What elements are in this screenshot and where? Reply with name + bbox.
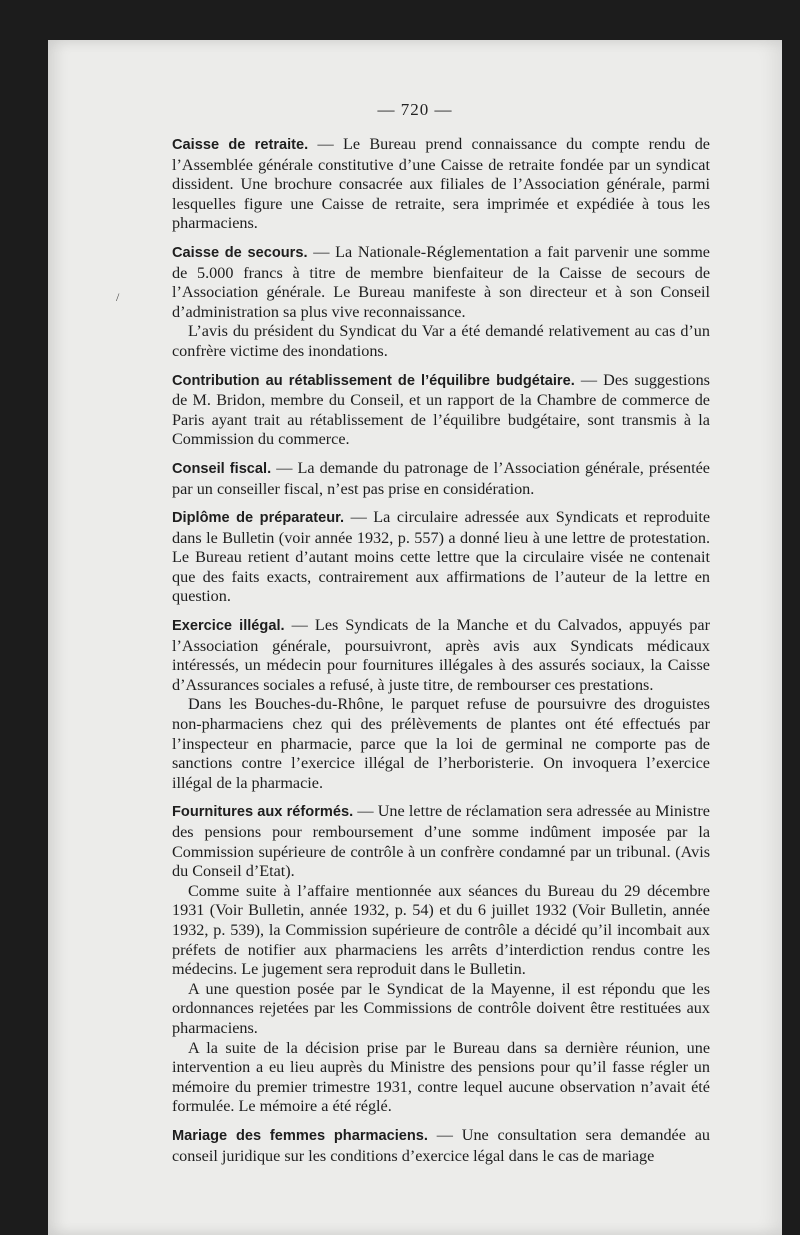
section-heading: Exercice illégal. (172, 618, 292, 635)
section-fournitures-reformes (172, 802, 710, 881)
section-heading: Conseil fiscal. (172, 460, 277, 477)
paragraph: — Les Syndicats de la Manche et du Calvados, appuyés par l’Association générale, poursuivront, après avis aux Syndicats médicaux intéressés, un médecin pour fournitures illégales à des assurés sociaux, la Caisse d’Assurances sociales a refusé, à juste titre, de rembourser ces prestations. (172, 616, 710, 694)
section-heading: Diplôme de préparateur. (172, 510, 351, 527)
section-heading: Caisse de retraite. (172, 137, 318, 153)
section-caisse-retraite (172, 135, 710, 234)
paragraph: — La demande du patronage de l’Association générale, présentée par un conseiller fiscal, n’est pas prise en considération. (172, 458, 710, 498)
section-heading: Contribution au rétablissement de l’équilibre budgétaire. (172, 372, 581, 389)
margin-pencil-mark: / (116, 290, 120, 304)
section-heading: Caisse de secours. (172, 244, 314, 261)
section-heading: Fournitures aux réformés. (172, 804, 358, 821)
paragraph: A la suite de la décision prise par le Bureau dans sa dernière réunion, une intervention a eu lieu auprès du Ministre des pensions pour qu’il fasse régler un mémoire du premier trimestre 1931, contre lequel aucune observation n’avait été formulée. Le mémoire a été réglé. (172, 1038, 710, 1116)
page-number: — 720 — (377, 100, 453, 119)
paragraph: — Des suggestions de M. Bridon, membre du Conseil, et un rapport de la Chambre de commerce de Paris ayant trait au rétablissement de l’équilibre budgétaire, sont transmis à la Commission du commerce. (172, 370, 710, 449)
paragraph: — La Nationale-Réglementation a fait parvenir une somme de 5.000 francs à titre de membre bienfaiteur de la Caisse de secours de l’Association générale. Le Bureau manifeste à son directeur et à son Conseil d’administration sa plus vive reconnaissance. (172, 242, 710, 321)
paragraph: — Le Bureau prend connaissance du compte rendu de l’Assemblée générale constitutive d’une Caisse de retraite fondée par un syndicat dissident. Une brochure consacrée aux filiales de l’Association générale, parmi lesquelles figure une Caisse de retraite, sera imprimée et expédiée à tous les pharmaciens. (172, 135, 710, 233)
paragraph: L’avis du président du Syndicat du Var a été demandé relativement au cas d’un confrère victime des inondations. (172, 322, 710, 360)
paragraph: A une question posée par le Syndicat de la Mayenne, il est répondu que les ordonnances rejetées par les Commissions de contrôle doivent être restituées aux pharmaciens. (172, 979, 710, 1037)
body-text (172, 135, 710, 1175)
section-heading: Mariage des femmes pharmaciens. (172, 1127, 437, 1144)
paragraph: — Une lettre de réclamation sera adressée au Ministre des pensions pour remboursement d’une somme indûment imposée par la Commission supérieure de contrôle à un confrère condamné par un tribunal. (Avis du Conseil d’Etat). (172, 802, 710, 881)
section-contribution-equilibre (172, 371, 710, 450)
paragraph: — La circulaire adressée aux Syndicats et reproduite dans le Bulletin (voir année 1932, p. 557) a donné lieu à une lettre de protestation. Le Bureau retient d’autant moins cette lettre que la circulaire visée ne contenait que des faits exacts, contrairement aux affirmations de l’auteur de la lettre en question. (172, 508, 710, 606)
section-caisse-secours (172, 243, 710, 322)
section-diplome-preparateur (172, 508, 710, 607)
section-conseil-fiscal (172, 459, 710, 499)
paragraph: Dans les Bouches-du-Rhône, le parquet refuse de poursuivre des droguistes non-pharmaciens chez qui des prélèvements de plantes ont été effectués par l’inspecteur en pharmacie, parce que la loi de germinal ne comporte pas de sanctions contre l’exercice illégal de l’herboristerie. On invoquera l’exercice illégal de la pharmacie. (172, 695, 710, 792)
paragraph: — Une consultation sera demandée au conseil juridique sur les conditions d’exercice légal dans le cas de mariage (172, 1125, 710, 1165)
section-mariage-femmes (172, 1126, 710, 1166)
document-page (48, 40, 782, 1235)
paragraph: Comme suite à l’affaire mentionnée aux séances du Bureau du 29 décembre 1931 (Voir Bulletin, année 1932, p. 54) et du 6 juillet 1932 (Voir Bulletin, année 1932, p. 539), la Commission supérieure de contrôle a décidé qu’il incombait aux préfets de notifier aux pharmaciens les arrêts d’interdiction rendus contre les médecins. Le jugement sera reproduit dans le Bulletin. (172, 881, 710, 979)
section-exercice-illegal (172, 616, 710, 695)
